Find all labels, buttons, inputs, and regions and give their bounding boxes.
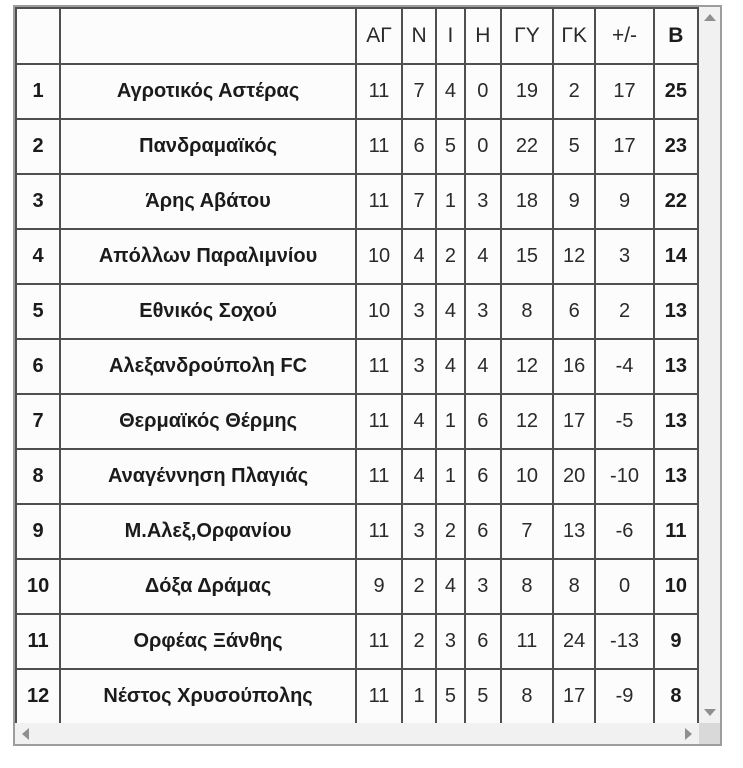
goals-against-cell: 13 [553, 504, 595, 559]
goal-diff-cell: 9 [595, 174, 654, 229]
wins-cell: 4 [402, 449, 436, 504]
team-name-cell: Μ.Αλεξ,Ορφανίου [60, 504, 356, 559]
points-cell: 8 [654, 669, 698, 723]
table-row [16, 229, 698, 284]
rank-cell: 2 [16, 119, 60, 174]
table-row [16, 394, 698, 449]
team-name-cell: Αγροτικός Αστέρας [60, 64, 356, 119]
table-row [16, 559, 698, 614]
rank-cell: 12 [16, 669, 60, 723]
team-name-cell: Νέστος Χρυσούπολης [60, 669, 356, 723]
points-cell: 10 [654, 559, 698, 614]
team-name-cell: Άρης Αβάτου [60, 174, 356, 229]
rank-cell: 9 [16, 504, 60, 559]
losses-cell: 6 [465, 614, 501, 669]
wins-cell: 3 [402, 339, 436, 394]
goals-for-cell: 8 [501, 669, 553, 723]
team-name-cell: Θερμαϊκός Θέρμης [60, 394, 356, 449]
losses-cell: 5 [465, 669, 501, 723]
goal-diff-cell: 0 [595, 559, 654, 614]
goal-diff-cell: -5 [595, 394, 654, 449]
goals-for-cell: 12 [501, 394, 553, 449]
team-name-cell: Απόλλων Παραλιμνίου [60, 229, 356, 284]
draws-cell: 1 [436, 394, 465, 449]
scrollbar-corner [699, 723, 720, 744]
games-cell: 10 [356, 284, 402, 339]
rank-cell: 8 [16, 449, 60, 504]
wins-cell: 3 [402, 284, 436, 339]
rank-cell: 3 [16, 174, 60, 229]
draws-cell: 5 [436, 119, 465, 174]
goals-against-cell: 6 [553, 284, 595, 339]
games-cell: 11 [356, 64, 402, 119]
losses-cell: 6 [465, 394, 501, 449]
games-cell: 10 [356, 229, 402, 284]
games-cell: 11 [356, 339, 402, 394]
points-cell: 11 [654, 504, 698, 559]
draws-cell: 5 [436, 669, 465, 723]
points-cell: 13 [654, 284, 698, 339]
goals-against-cell: 24 [553, 614, 595, 669]
draws-cell: 1 [436, 174, 465, 229]
standings-table-area [15, 7, 699, 723]
goals-for-cell: 10 [501, 449, 553, 504]
points-cell: 23 [654, 119, 698, 174]
header-draws: Ι [436, 8, 465, 64]
games-cell: 11 [356, 174, 402, 229]
header-goals-for: ΓΥ [501, 8, 553, 64]
goals-for-cell: 8 [501, 284, 553, 339]
goal-diff-cell: -6 [595, 504, 654, 559]
losses-cell: 6 [465, 449, 501, 504]
goals-against-cell: 2 [553, 64, 595, 119]
draws-cell: 4 [436, 559, 465, 614]
goals-against-cell: 12 [553, 229, 595, 284]
team-name-cell: Αναγέννηση Πλαγιάς [60, 449, 356, 504]
goal-diff-cell: 2 [595, 284, 654, 339]
goal-diff-cell: 17 [595, 64, 654, 119]
table-row [16, 119, 698, 174]
goals-against-cell: 9 [553, 174, 595, 229]
header-points: Β [654, 8, 698, 64]
games-cell: 11 [356, 394, 402, 449]
losses-cell: 0 [465, 119, 501, 174]
table-row [16, 284, 698, 339]
header-games: ΑΓ [356, 8, 402, 64]
table-row [16, 504, 698, 559]
losses-cell: 0 [465, 64, 501, 119]
wins-cell: 4 [402, 394, 436, 449]
wins-cell: 6 [402, 119, 436, 174]
triangle-up-icon [704, 14, 716, 21]
draws-cell: 3 [436, 614, 465, 669]
draws-cell: 4 [436, 339, 465, 394]
goals-against-cell: 8 [553, 559, 595, 614]
goals-for-cell: 19 [501, 64, 553, 119]
points-cell: 13 [654, 449, 698, 504]
goals-for-cell: 7 [501, 504, 553, 559]
rank-cell: 5 [16, 284, 60, 339]
goal-diff-cell: -10 [595, 449, 654, 504]
losses-cell: 3 [465, 559, 501, 614]
wins-cell: 1 [402, 669, 436, 723]
team-name-cell: Δόξα Δράμας [60, 559, 356, 614]
triangle-right-icon [685, 728, 692, 740]
header-losses: Η [465, 8, 501, 64]
losses-cell: 4 [465, 339, 501, 394]
goal-diff-cell: 17 [595, 119, 654, 174]
table-row [16, 614, 698, 669]
wins-cell: 7 [402, 174, 436, 229]
wins-cell: 7 [402, 64, 436, 119]
wins-cell: 2 [402, 614, 436, 669]
goals-for-cell: 11 [501, 614, 553, 669]
games-cell: 9 [356, 559, 402, 614]
triangle-left-icon [22, 728, 29, 740]
scroll-right-button[interactable] [685, 728, 692, 740]
games-cell: 11 [356, 669, 402, 723]
goal-diff-cell: -13 [595, 614, 654, 669]
games-cell: 11 [356, 449, 402, 504]
header-team [60, 8, 356, 64]
team-name-cell: Αλεξανδρούπολη FC [60, 339, 356, 394]
losses-cell: 3 [465, 174, 501, 229]
header-rank [16, 8, 60, 64]
draws-cell: 1 [436, 449, 465, 504]
header-goals-against: ΓΚ [553, 8, 595, 64]
games-cell: 11 [356, 504, 402, 559]
standings-widget [13, 5, 722, 746]
goal-diff-cell: -9 [595, 669, 654, 723]
table-row [16, 339, 698, 394]
triangle-down-icon [704, 709, 716, 716]
rank-cell: 7 [16, 394, 60, 449]
goals-against-cell: 17 [553, 394, 595, 449]
points-cell: 14 [654, 229, 698, 284]
standings-table-body [16, 64, 698, 723]
goals-for-cell: 8 [501, 559, 553, 614]
rank-cell: 6 [16, 339, 60, 394]
games-cell: 11 [356, 119, 402, 174]
points-cell: 22 [654, 174, 698, 229]
table-row [16, 669, 698, 723]
team-name-cell: Ορφέας Ξάνθης [60, 614, 356, 669]
header-wins: Ν [402, 8, 436, 64]
wins-cell: 4 [402, 229, 436, 284]
losses-cell: 6 [465, 504, 501, 559]
goals-against-cell: 17 [553, 669, 595, 723]
table-row [16, 449, 698, 504]
rank-cell: 1 [16, 64, 60, 119]
team-name-cell: Πανδραμαϊκός [60, 119, 356, 174]
goals-against-cell: 20 [553, 449, 595, 504]
goal-diff-cell: -4 [595, 339, 654, 394]
wins-cell: 2 [402, 559, 436, 614]
draws-cell: 4 [436, 284, 465, 339]
points-cell: 13 [654, 339, 698, 394]
goals-against-cell: 16 [553, 339, 595, 394]
draws-cell: 4 [436, 64, 465, 119]
vertical-scrollbar[interactable] [699, 7, 720, 723]
draws-cell: 2 [436, 504, 465, 559]
rank-cell: 10 [16, 559, 60, 614]
scroll-left-button[interactable] [22, 728, 29, 740]
table-row [16, 174, 698, 229]
wins-cell: 3 [402, 504, 436, 559]
rank-cell: 4 [16, 229, 60, 284]
horizontal-scrollbar[interactable] [15, 723, 699, 744]
points-cell: 9 [654, 614, 698, 669]
team-name-cell: Εθνικός Σοχού [60, 284, 356, 339]
points-cell: 25 [654, 64, 698, 119]
goals-for-cell: 22 [501, 119, 553, 174]
header-row [16, 8, 698, 64]
losses-cell: 3 [465, 284, 501, 339]
games-cell: 11 [356, 614, 402, 669]
goals-against-cell: 5 [553, 119, 595, 174]
table-row [16, 64, 698, 119]
rank-cell: 11 [16, 614, 60, 669]
goals-for-cell: 18 [501, 174, 553, 229]
scroll-up-button[interactable] [704, 14, 716, 21]
standings-table [15, 7, 699, 723]
goal-diff-cell: 3 [595, 229, 654, 284]
draws-cell: 2 [436, 229, 465, 284]
header-goal-diff: +/- [595, 8, 654, 64]
scroll-down-button[interactable] [704, 709, 716, 716]
goals-for-cell: 15 [501, 229, 553, 284]
goals-for-cell: 12 [501, 339, 553, 394]
losses-cell: 4 [465, 229, 501, 284]
points-cell: 13 [654, 394, 698, 449]
